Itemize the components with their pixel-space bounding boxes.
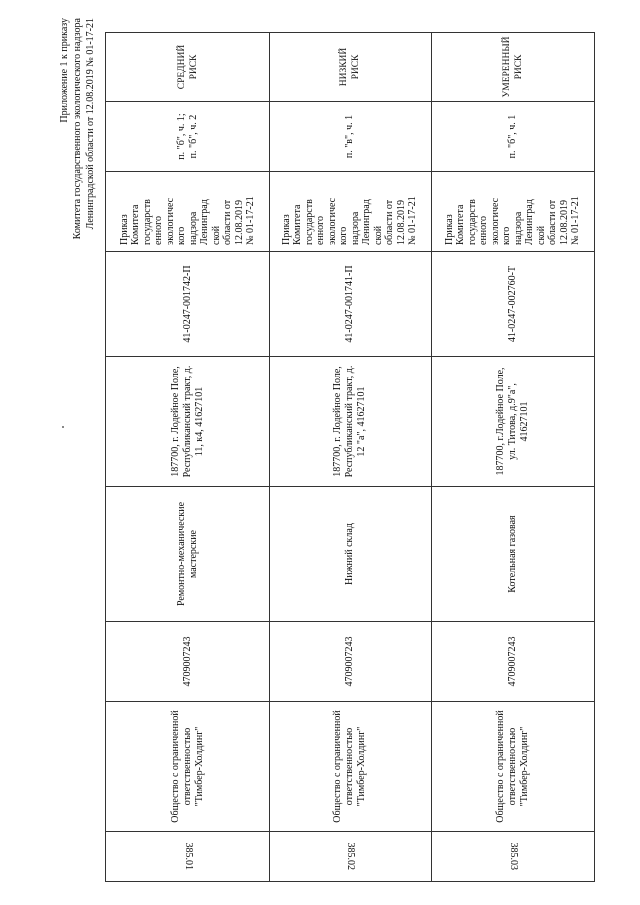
header-line-3: Ленинградской области от 12.08.2019 № 01-17-21	[85, 18, 96, 230]
table-row	[431, 32, 595, 882]
scan-dot	[62, 426, 64, 428]
order-cell: Приказ Комитета государств енного экологичес кого надзора Ленинград ской области от 12.08.2019 № 01-17-21	[431, 172, 594, 252]
row-number-cell: 385.02	[268, 832, 431, 882]
organization-cell: Общество с ограниченной ответственностью "Тимбер-Холдинг"	[431, 702, 594, 832]
risk-category-cell: УМЕРЕННЫЙ РИСК	[431, 32, 594, 102]
address-cell: 187700, г.Лодейное Поле, ул. Титова, д.9"а", 41627101	[431, 357, 594, 487]
object-cell: Нижний склад	[268, 487, 431, 622]
table-row	[105, 32, 270, 882]
object-code-cell: 41-0247-001742-П	[106, 252, 269, 357]
row-number-cell: 385.01	[106, 832, 269, 882]
inn-cell: 4709007243	[431, 622, 594, 702]
risk-category-cell: СРЕДНИЙ РИСК	[106, 32, 269, 102]
organization-cell: Общество с ограниченной ответственностью "Тимбер-Холдинг"	[268, 702, 431, 832]
order-cell: Приказ Комитета государств енного экологичес кого надзора Ленинград ской области от 12.08.2019 № 01-17-21	[268, 172, 431, 252]
header-line-2: Комитета государственного экологического надзора	[72, 18, 83, 240]
risk-category-cell: НИЗКИЙ РИСК	[268, 32, 431, 102]
object-code-cell: 41-0247-001741-П	[268, 252, 431, 357]
address-cell: 187700, г. Лодейное Поле, Республиканский тракт, д. 12 "а", 41627101	[268, 357, 431, 487]
criteria-point-cell: п. "в", ч. 1	[268, 102, 431, 172]
order-cell: Приказ Комитета государств енного экологичес кого надзора Ленинград ской области от 12.08.2019 № 01-17-21	[106, 172, 269, 252]
registry-table	[105, 32, 595, 882]
object-cell: Котельная газовая	[431, 487, 594, 622]
criteria-point-cell: п. "б", ч. 1	[431, 102, 594, 172]
address-cell: 187700, г. Лодейное Поле, Республиканский тракт, д. 11, к4, 41627101	[106, 357, 269, 487]
inn-cell: 4709007243	[268, 622, 431, 702]
header-line-1: Приложение 1 к приказу	[59, 18, 70, 123]
row-number-cell: 385.03	[431, 832, 594, 882]
criteria-point-cell: п. "б", ч. 1; п. "б", ч. 2	[106, 102, 269, 172]
table-row	[268, 32, 432, 882]
inn-cell: 4709007243	[106, 622, 269, 702]
object-cell: Ремонтно-механические мастерские	[106, 487, 269, 622]
document-page	[105, 32, 595, 882]
object-code-cell: 41-0247-002760-Т	[431, 252, 594, 357]
organization-cell: Общество с ограниченной ответственностью "Тимбер-Холдинг"	[106, 702, 269, 832]
